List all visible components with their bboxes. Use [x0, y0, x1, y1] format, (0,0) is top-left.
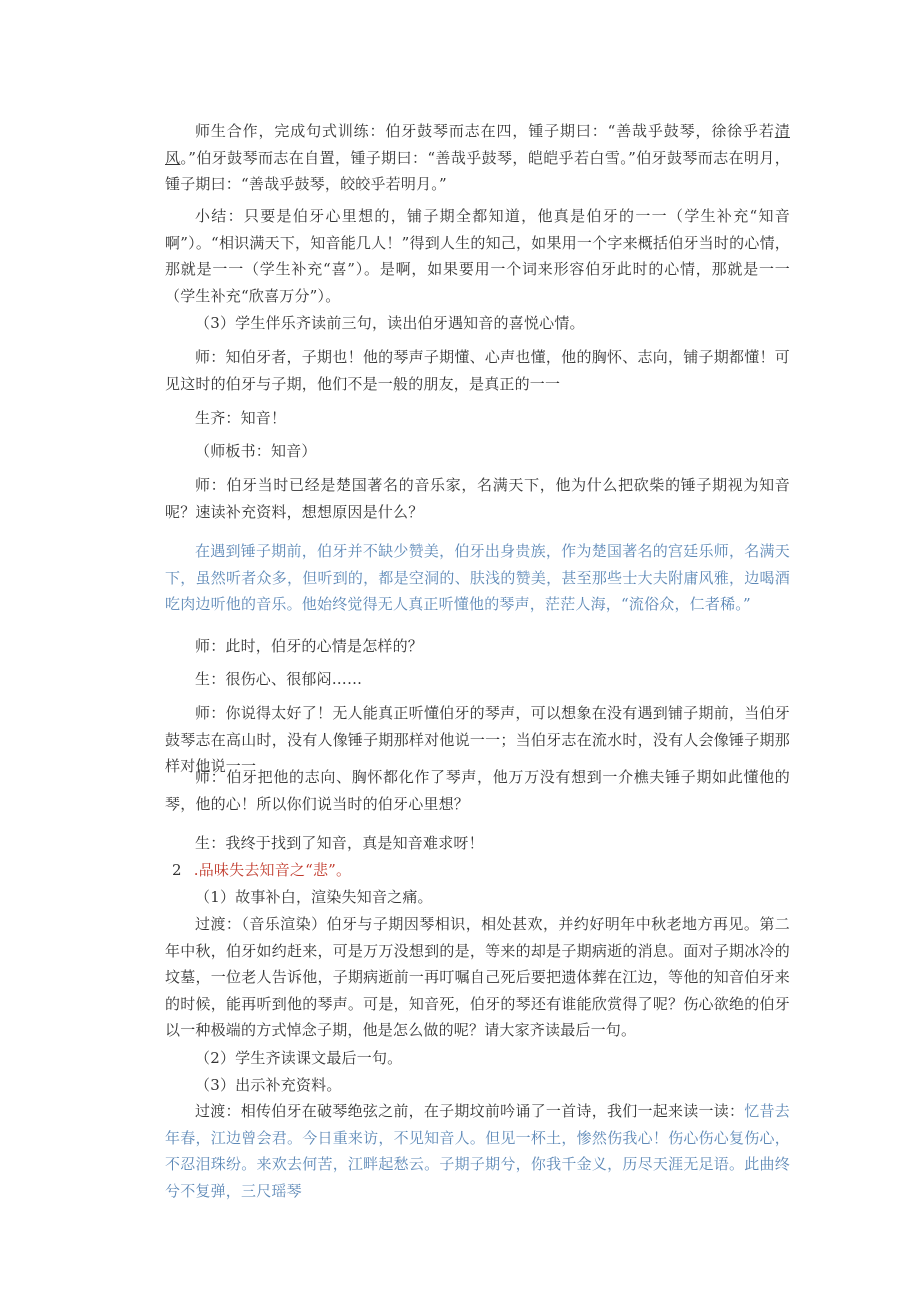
paragraph-step-3-read: （3）学生伴乐齐读前三句，读出伯牙遇知音的喜悦心情。 — [195, 314, 585, 332]
paragraph-teacher-zhiyin: 师：知伯牙者，子期也！他的琴声子期懂、心声也懂，他的胸怀、志向，铺子期都懂！可见这时的伯牙与子期，他们不是一般的朋友，是真正的一一 — [165, 348, 790, 393]
paragraph-students-answer: 生齐：知音！ — [195, 409, 287, 427]
paragraph-student-found: 生：我终于找到了知音，真是知音难求呀！ — [195, 834, 484, 852]
section-number: 2 — [172, 861, 182, 879]
underlined-word-qingfeng: 清风 — [165, 122, 790, 167]
paragraph-student-sad: 生：很伤心、很郁闷…… — [195, 670, 363, 688]
paragraph-blackboard-note: （师板书：知音） — [195, 442, 317, 460]
paragraph-supplement-material: 在遇到锤子期前，伯牙并不缺少赞美，伯牙出身贵族，作为楚国著名的宫廷乐师，名满天下，虽然听者众多，但听到的，都是空洞的、肤浅的赞美，甚至那些士大夫附庸风雅，边喝酒吃肉边听他的音乐。他始终觉得无人真正听懂他的琴声，茫茫人海，“流俗众，仁者稀。” — [165, 542, 790, 613]
paragraph-sentence-training — [165, 118, 790, 198]
paragraph-teacher-question: 师：伯牙当时已经是楚国著名的音乐家，名满天下，他为什么把砍柴的锤子期视为知音呢？速读补充资料，想想原因是什么？ — [165, 476, 790, 521]
paragraph-step-2-read: （2）学生齐读课文最后一句。 — [195, 1049, 403, 1067]
paragraph-transition-poem — [165, 1098, 790, 1204]
paragraph-teacher-heart: 师：伯牙把他的志向、胸怀都化作了琴声，他万万没有想到一介樵夫锤子期如此懂他的琴，他的心！所以你们说当时的伯牙心里想？ — [165, 768, 790, 813]
paragraph-sentence-training-text-b: 。”伯牙鼓琴而志在自置，锺子期曰：“善哉乎鼓琴，皑皑乎若白雪。”伯牙鼓琴而志在明月，锺子期曰：“善哉乎鼓琴，皎皎乎若明月。” — [165, 148, 790, 193]
section-heading-2 — [172, 857, 351, 883]
paragraph-summary: 小结：只要是伯牙心里想的，铺子期全都知道，他真是伯牙的一一（学生补充“知音啊”）。“相识满天下，知音能几人！”得到人生的知己，如果用一个字来概括伯牙当时的心情，那就是一一（学生补充“喜”）。是啊，如果要用一个词来形容伯牙此时的心情，那就是一一（学生补充“欣喜万分”）。 — [165, 207, 790, 305]
paragraph-step-1-story: （1）故事补白，渲染失知音之痛。 — [195, 888, 433, 906]
paragraph-teacher-praise: 师：你说得太好了！无人能真正听懂伯牙的琴声，可以想象在没有遇到铺子期前，当伯牙鼓琴志在高山时，没有人像锤子期那样对他说一一；当伯牙志在流水时，没有人会像锤子期那样对他说一一 — [165, 704, 790, 775]
paragraph-sentence-training-text-a: 师生合作，完成句式训练：伯牙鼓琴而志在四，锺子期曰：“善哉乎鼓琴，徐徐乎若 — [195, 122, 775, 140]
paragraph-transition-poem-intro: 过渡：相传伯牙在破琴绝弦之前，在子期坟前吟诵了一首诗，我们一起来读一读： — [195, 1102, 745, 1120]
paragraph-teacher-mood-question: 师：此时，伯牙的心情是怎样的？ — [195, 637, 424, 655]
section-title: .品味失去知音之“悲”。 — [193, 861, 352, 879]
paragraph-step-3-material: （3）出示补充资料。 — [195, 1076, 342, 1094]
paragraph-transition-story: 过渡：（音乐渲染）伯牙与子期因琴相识，相处甚欢，并约好明年中秋老地方再见。第二年中秋，伯牙如约赶来，可是万万没想到的是，等来的却是子期病逝的消息。面对子期冰冷的坟墓，一位老人告诉他，子期病逝前一再叮嘱自己死后要把遗体葬在江边，等他的知音伯牙来的时候，能再听到他的琴声。可是，知音死，伯牙的琴还有谁能欣赏得了呢？伤心欲绝的伯牙以一种极端的方式悼念子期，他是怎么做的呢？请大家齐读最后一句。 — [165, 915, 790, 1039]
poem-text: 忆昔去年春，江边曾会君。今日重来访，不见知音人。但见一杯土，惨然伤我心！伤心伤心复伤心，不忍泪珠纷。来欢去何苦，江畔起愁云。子期子期兮，你我千金义，历尽天涯无足语。此曲终兮不复弹，三尺瑶琴 — [165, 1102, 790, 1200]
